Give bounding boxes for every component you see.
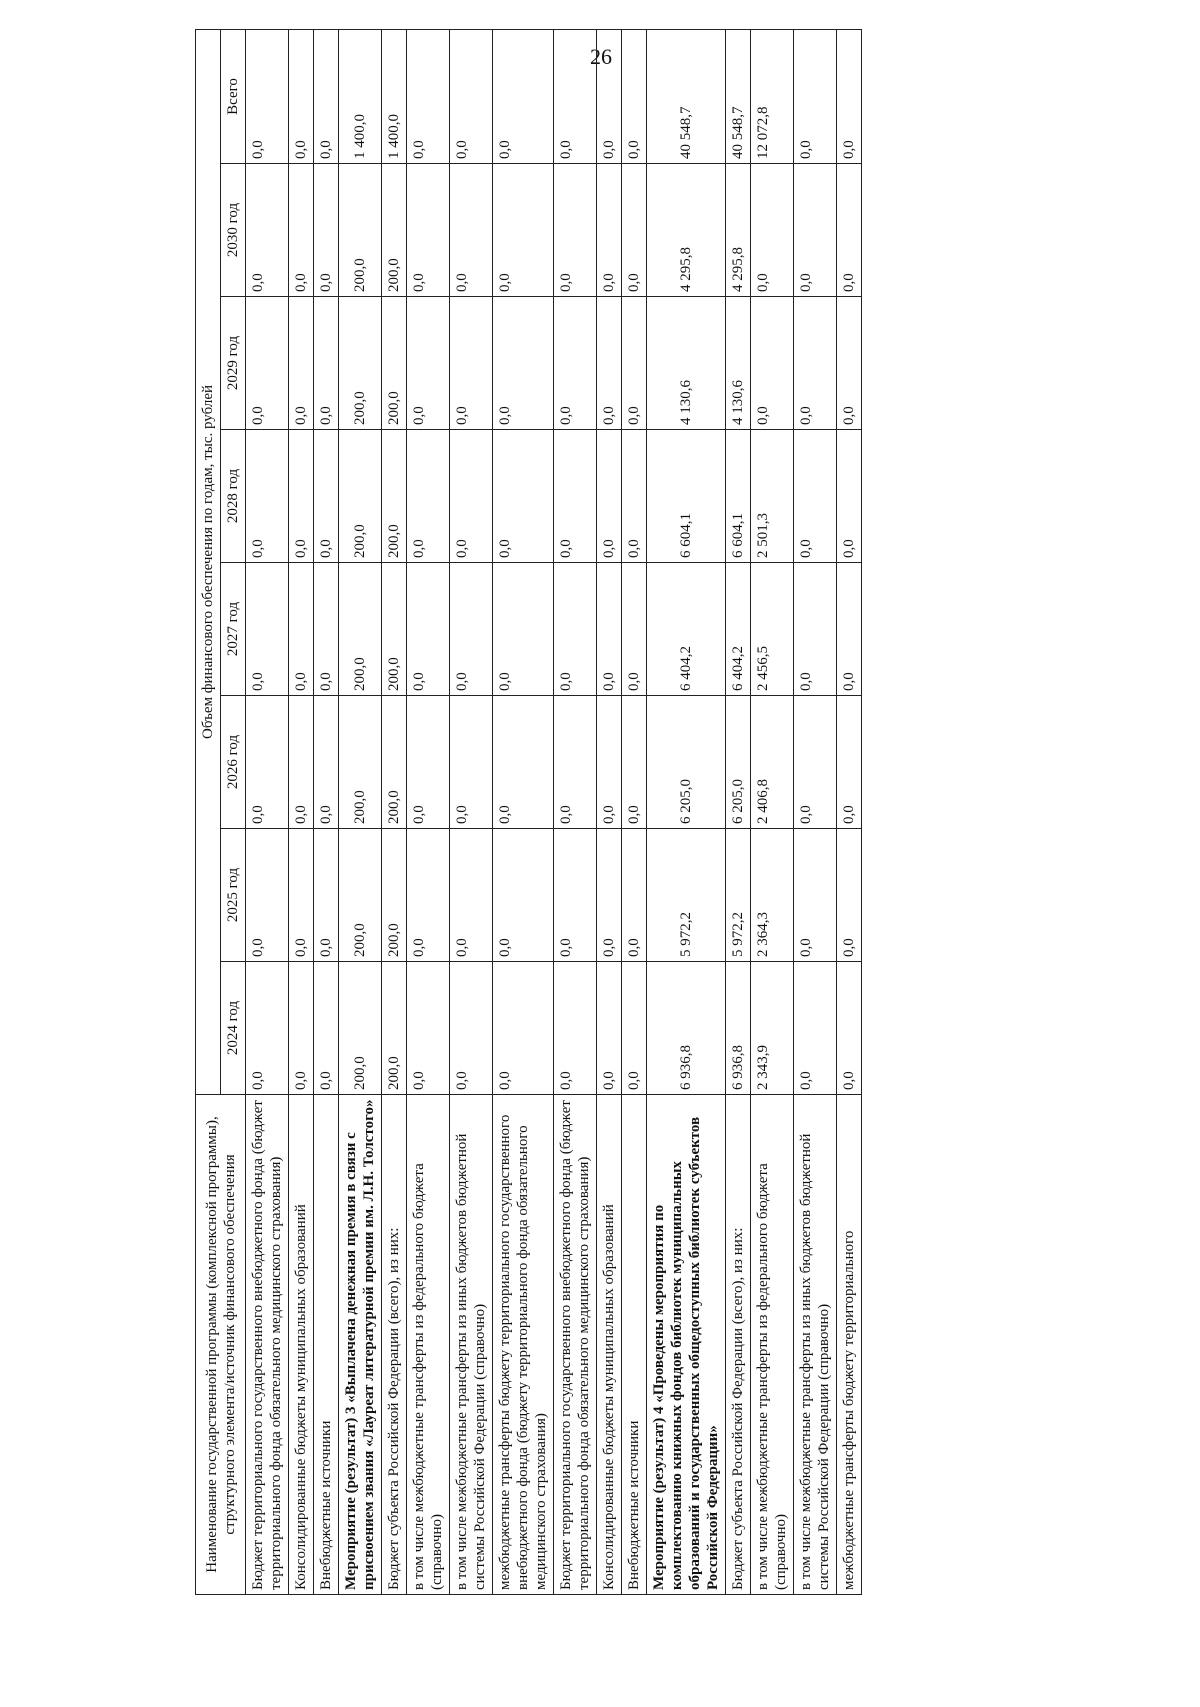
row-year-value: 6 205,0: [647, 696, 726, 829]
row-year-value: 0,0: [493, 563, 554, 696]
row-year-value: 0,0: [794, 563, 837, 696]
row-year-value: 0,0: [493, 164, 554, 297]
row-year-value: 0,0: [493, 829, 554, 962]
header-year-2024: 2024 год: [221, 962, 246, 1095]
row-year-value: 0,0: [622, 164, 647, 297]
row-year-value: 0,0: [289, 563, 314, 696]
row-source-name: Консолидированные бюджеты муниципальных образований: [289, 1095, 314, 1595]
header-name-column: Наименование государственной программы (комплексной программы), структурного элемента/источник финансового обеспечения: [196, 1095, 246, 1595]
header-year-2029: 2029 год: [221, 297, 246, 430]
row-year-value: 200,0: [382, 297, 407, 430]
row-total-value: 40 548,7: [726, 29, 751, 163]
row-year-value: 6 604,1: [726, 430, 751, 563]
row-year-value: 0,0: [493, 430, 554, 563]
table-row: [314, 29, 339, 1594]
row-year-value: 0,0: [289, 696, 314, 829]
table-row: [246, 29, 289, 1594]
row-year-value: 0,0: [597, 962, 622, 1095]
row-year-value: 6 936,8: [647, 962, 726, 1095]
row-year-value: 0,0: [450, 164, 493, 297]
row-source-name: Мероприятие (результат) 4 «Проведены мероприятия по комплектованию книжных фондов библиотек муниципальных образований и государственных общедоступных библиотек субъектов Российской Федерации»: [647, 1095, 726, 1595]
row-year-value: 0,0: [554, 297, 597, 430]
row-year-value: 0,0: [246, 563, 289, 696]
row-year-value: 6 404,2: [647, 563, 726, 696]
row-year-value: 0,0: [314, 829, 339, 962]
row-total-value: 0,0: [794, 29, 837, 163]
row-year-value: 5 972,2: [726, 829, 751, 962]
row-year-value: 0,0: [622, 563, 647, 696]
row-year-value: 0,0: [314, 430, 339, 563]
financing-table: [195, 29, 862, 1595]
row-year-value: 0,0: [837, 563, 862, 696]
table-row: [339, 29, 382, 1594]
row-year-value: 0,0: [554, 563, 597, 696]
row-year-value: 6 404,2: [726, 563, 751, 696]
row-year-value: 0,0: [794, 297, 837, 430]
row-year-value: 0,0: [597, 829, 622, 962]
header-year-2030: 2030 год: [221, 164, 246, 297]
row-year-value: 0,0: [837, 430, 862, 563]
header-volume-title: Объем финансового обеспечения по годам, тыс. рублей: [196, 29, 221, 1094]
row-year-value: 0,0: [554, 430, 597, 563]
row-source-name: в том числе межбюджетные трансферты из иных бюджетов бюджетной системы Российской Федерации (справочно): [794, 1095, 837, 1595]
row-year-value: 0,0: [314, 696, 339, 829]
row-year-value: 4 295,8: [647, 164, 726, 297]
row-year-value: 0,0: [554, 164, 597, 297]
header-year-2026: 2026 год: [221, 696, 246, 829]
header-year-2027: 2027 год: [221, 563, 246, 696]
row-total-value: 0,0: [246, 29, 289, 163]
row-source-name: Бюджет территориального государственного внебюджетного фонда (бюджет территориального фонда обязательного медицинского страхования): [554, 1095, 597, 1595]
row-total-value: 0,0: [289, 29, 314, 163]
row-year-value: 0,0: [289, 430, 314, 563]
row-total-value: 0,0: [597, 29, 622, 163]
row-source-name: Внебюджетные источники: [622, 1095, 647, 1595]
row-total-value: 0,0: [314, 29, 339, 163]
row-year-value: 0,0: [314, 962, 339, 1095]
row-year-value: 200,0: [382, 164, 407, 297]
row-year-value: 0,0: [837, 297, 862, 430]
row-year-value: 2 456,5: [751, 563, 794, 696]
table-row: [493, 29, 554, 1594]
row-year-value: 200,0: [339, 962, 382, 1095]
row-total-value: 0,0: [622, 29, 647, 163]
row-year-value: 0,0: [597, 297, 622, 430]
row-year-value: 0,0: [493, 696, 554, 829]
row-year-value: 200,0: [339, 164, 382, 297]
row-source-name: Внебюджетные источники: [314, 1095, 339, 1595]
row-year-value: 0,0: [407, 829, 450, 962]
row-year-value: 0,0: [407, 962, 450, 1095]
table-row: [622, 29, 647, 1594]
table-body: [246, 29, 862, 1594]
row-year-value: 2 364,3: [751, 829, 794, 962]
row-year-value: 200,0: [339, 696, 382, 829]
row-year-value: 0,0: [837, 164, 862, 297]
row-source-name: в том числе межбюджетные трансферты из федерального бюджета (справочно): [751, 1095, 794, 1595]
row-year-value: 0,0: [493, 297, 554, 430]
row-year-value: 0,0: [597, 696, 622, 829]
row-source-name: межбюджетные трансферты бюджету территориального: [837, 1095, 862, 1595]
row-year-value: 0,0: [314, 563, 339, 696]
row-year-value: 0,0: [407, 696, 450, 829]
row-year-value: 0,0: [450, 962, 493, 1095]
row-year-value: 0,0: [246, 962, 289, 1095]
row-year-value: 0,0: [554, 696, 597, 829]
row-year-value: 2 343,9: [751, 962, 794, 1095]
row-year-value: 5 972,2: [647, 829, 726, 962]
row-source-name: межбюджетные трансферты бюджету территориального государственного внебюджетного фонда (бюджету территориального фонда обязательного медицинского страхования): [493, 1095, 554, 1595]
row-year-value: 0,0: [597, 563, 622, 696]
row-year-value: 0,0: [794, 430, 837, 563]
row-year-value: 200,0: [339, 563, 382, 696]
row-year-value: 0,0: [314, 164, 339, 297]
row-source-name: Бюджет субъекта Российской Федерации (всего), из них:: [726, 1095, 751, 1595]
row-year-value: 0,0: [289, 962, 314, 1095]
table-row: [726, 29, 751, 1594]
row-year-value: 2 501,3: [751, 430, 794, 563]
row-total-value: 12 072,8: [751, 29, 794, 163]
row-year-value: 0,0: [622, 696, 647, 829]
row-year-value: 2 406,8: [751, 696, 794, 829]
table-row: [407, 29, 450, 1594]
table-row: [382, 29, 407, 1594]
row-year-value: 0,0: [794, 829, 837, 962]
row-year-value: 0,0: [554, 829, 597, 962]
row-year-value: 0,0: [246, 829, 289, 962]
row-year-value: 200,0: [382, 962, 407, 1095]
row-year-value: 6 936,8: [726, 962, 751, 1095]
row-year-value: 0,0: [794, 164, 837, 297]
header-year-2025: 2025 год: [221, 829, 246, 962]
row-total-value: 1 400,0: [382, 29, 407, 163]
page-number: 26: [590, 44, 612, 69]
row-year-value: 0,0: [751, 297, 794, 430]
row-year-value: 0,0: [246, 696, 289, 829]
row-year-value: 0,0: [450, 297, 493, 430]
table-row: [837, 29, 862, 1594]
row-year-value: 200,0: [339, 829, 382, 962]
row-year-value: 0,0: [837, 962, 862, 1095]
row-total-value: 40 548,7: [647, 29, 726, 163]
row-year-value: 0,0: [794, 962, 837, 1095]
row-year-value: 0,0: [622, 430, 647, 563]
row-year-value: 200,0: [382, 829, 407, 962]
row-year-value: 0,0: [493, 962, 554, 1095]
table-row: [794, 29, 837, 1594]
row-year-value: 0,0: [837, 829, 862, 962]
row-year-value: 0,0: [554, 962, 597, 1095]
row-year-value: 0,0: [751, 164, 794, 297]
table-row: [597, 29, 622, 1594]
row-year-value: 0,0: [622, 962, 647, 1095]
row-year-value: 0,0: [246, 297, 289, 430]
row-year-value: 0,0: [450, 430, 493, 563]
row-year-value: 0,0: [289, 829, 314, 962]
row-year-value: 0,0: [837, 696, 862, 829]
row-year-value: 0,0: [450, 829, 493, 962]
row-year-value: 4 295,8: [726, 164, 751, 297]
row-year-value: 200,0: [382, 563, 407, 696]
table-row: [647, 29, 726, 1594]
row-total-value: 0,0: [554, 29, 597, 163]
row-year-value: 0,0: [407, 563, 450, 696]
row-year-value: 0,0: [246, 430, 289, 563]
row-total-value: 0,0: [837, 29, 862, 163]
row-year-value: 0,0: [622, 829, 647, 962]
row-year-value: 0,0: [450, 696, 493, 829]
row-year-value: 0,0: [246, 164, 289, 297]
row-year-value: 0,0: [450, 563, 493, 696]
row-year-value: 0,0: [597, 430, 622, 563]
row-source-name: Бюджет территориального государственного внебюджетного фонда (бюджет территориального фонда обязательного медицинского страхования): [246, 1095, 289, 1595]
table-row: [751, 29, 794, 1594]
row-year-value: 0,0: [289, 297, 314, 430]
row-year-value: 0,0: [597, 164, 622, 297]
row-year-value: 0,0: [794, 696, 837, 829]
row-source-name: Мероприятие (результат) 3 «Выплачена денежная премия в связи с присвоением звания «Лауреат литературной премии им. Л.Н. Толстого»: [339, 1095, 382, 1595]
table-row: [450, 29, 493, 1594]
row-total-value: 0,0: [407, 29, 450, 163]
row-total-value: 0,0: [450, 29, 493, 163]
row-year-value: 0,0: [314, 297, 339, 430]
row-total-value: 0,0: [493, 29, 554, 163]
row-year-value: 6 205,0: [726, 696, 751, 829]
row-source-name: Консолидированные бюджеты муниципальных образований: [597, 1095, 622, 1595]
row-total-value: 1 400,0: [339, 29, 382, 163]
row-year-value: 0,0: [289, 164, 314, 297]
row-year-value: 200,0: [339, 430, 382, 563]
row-source-name: в том числе межбюджетные трансферты из иных бюджетов бюджетной системы Российской Федерации (справочно): [450, 1095, 493, 1595]
header-year-2028: 2028 год: [221, 430, 246, 563]
row-year-value: 4 130,6: [647, 297, 726, 430]
row-year-value: 200,0: [382, 430, 407, 563]
rotated-table-container: [195, 30, 1155, 1595]
table-row: [289, 29, 314, 1594]
row-year-value: 0,0: [622, 297, 647, 430]
row-year-value: 200,0: [382, 696, 407, 829]
row-source-name: Бюджет субъекта Российской Федерации (всего), из них:: [382, 1095, 407, 1595]
row-year-value: 0,0: [407, 430, 450, 563]
row-year-value: 6 604,1: [647, 430, 726, 563]
row-year-value: 4 130,6: [726, 297, 751, 430]
row-year-value: 200,0: [339, 297, 382, 430]
row-year-value: 0,0: [407, 297, 450, 430]
header-total: Всего: [221, 29, 246, 163]
table-row: [554, 29, 597, 1594]
row-source-name: в том числе межбюджетные трансферты из федерального бюджета (справочно): [407, 1095, 450, 1595]
row-year-value: 0,0: [407, 164, 450, 297]
